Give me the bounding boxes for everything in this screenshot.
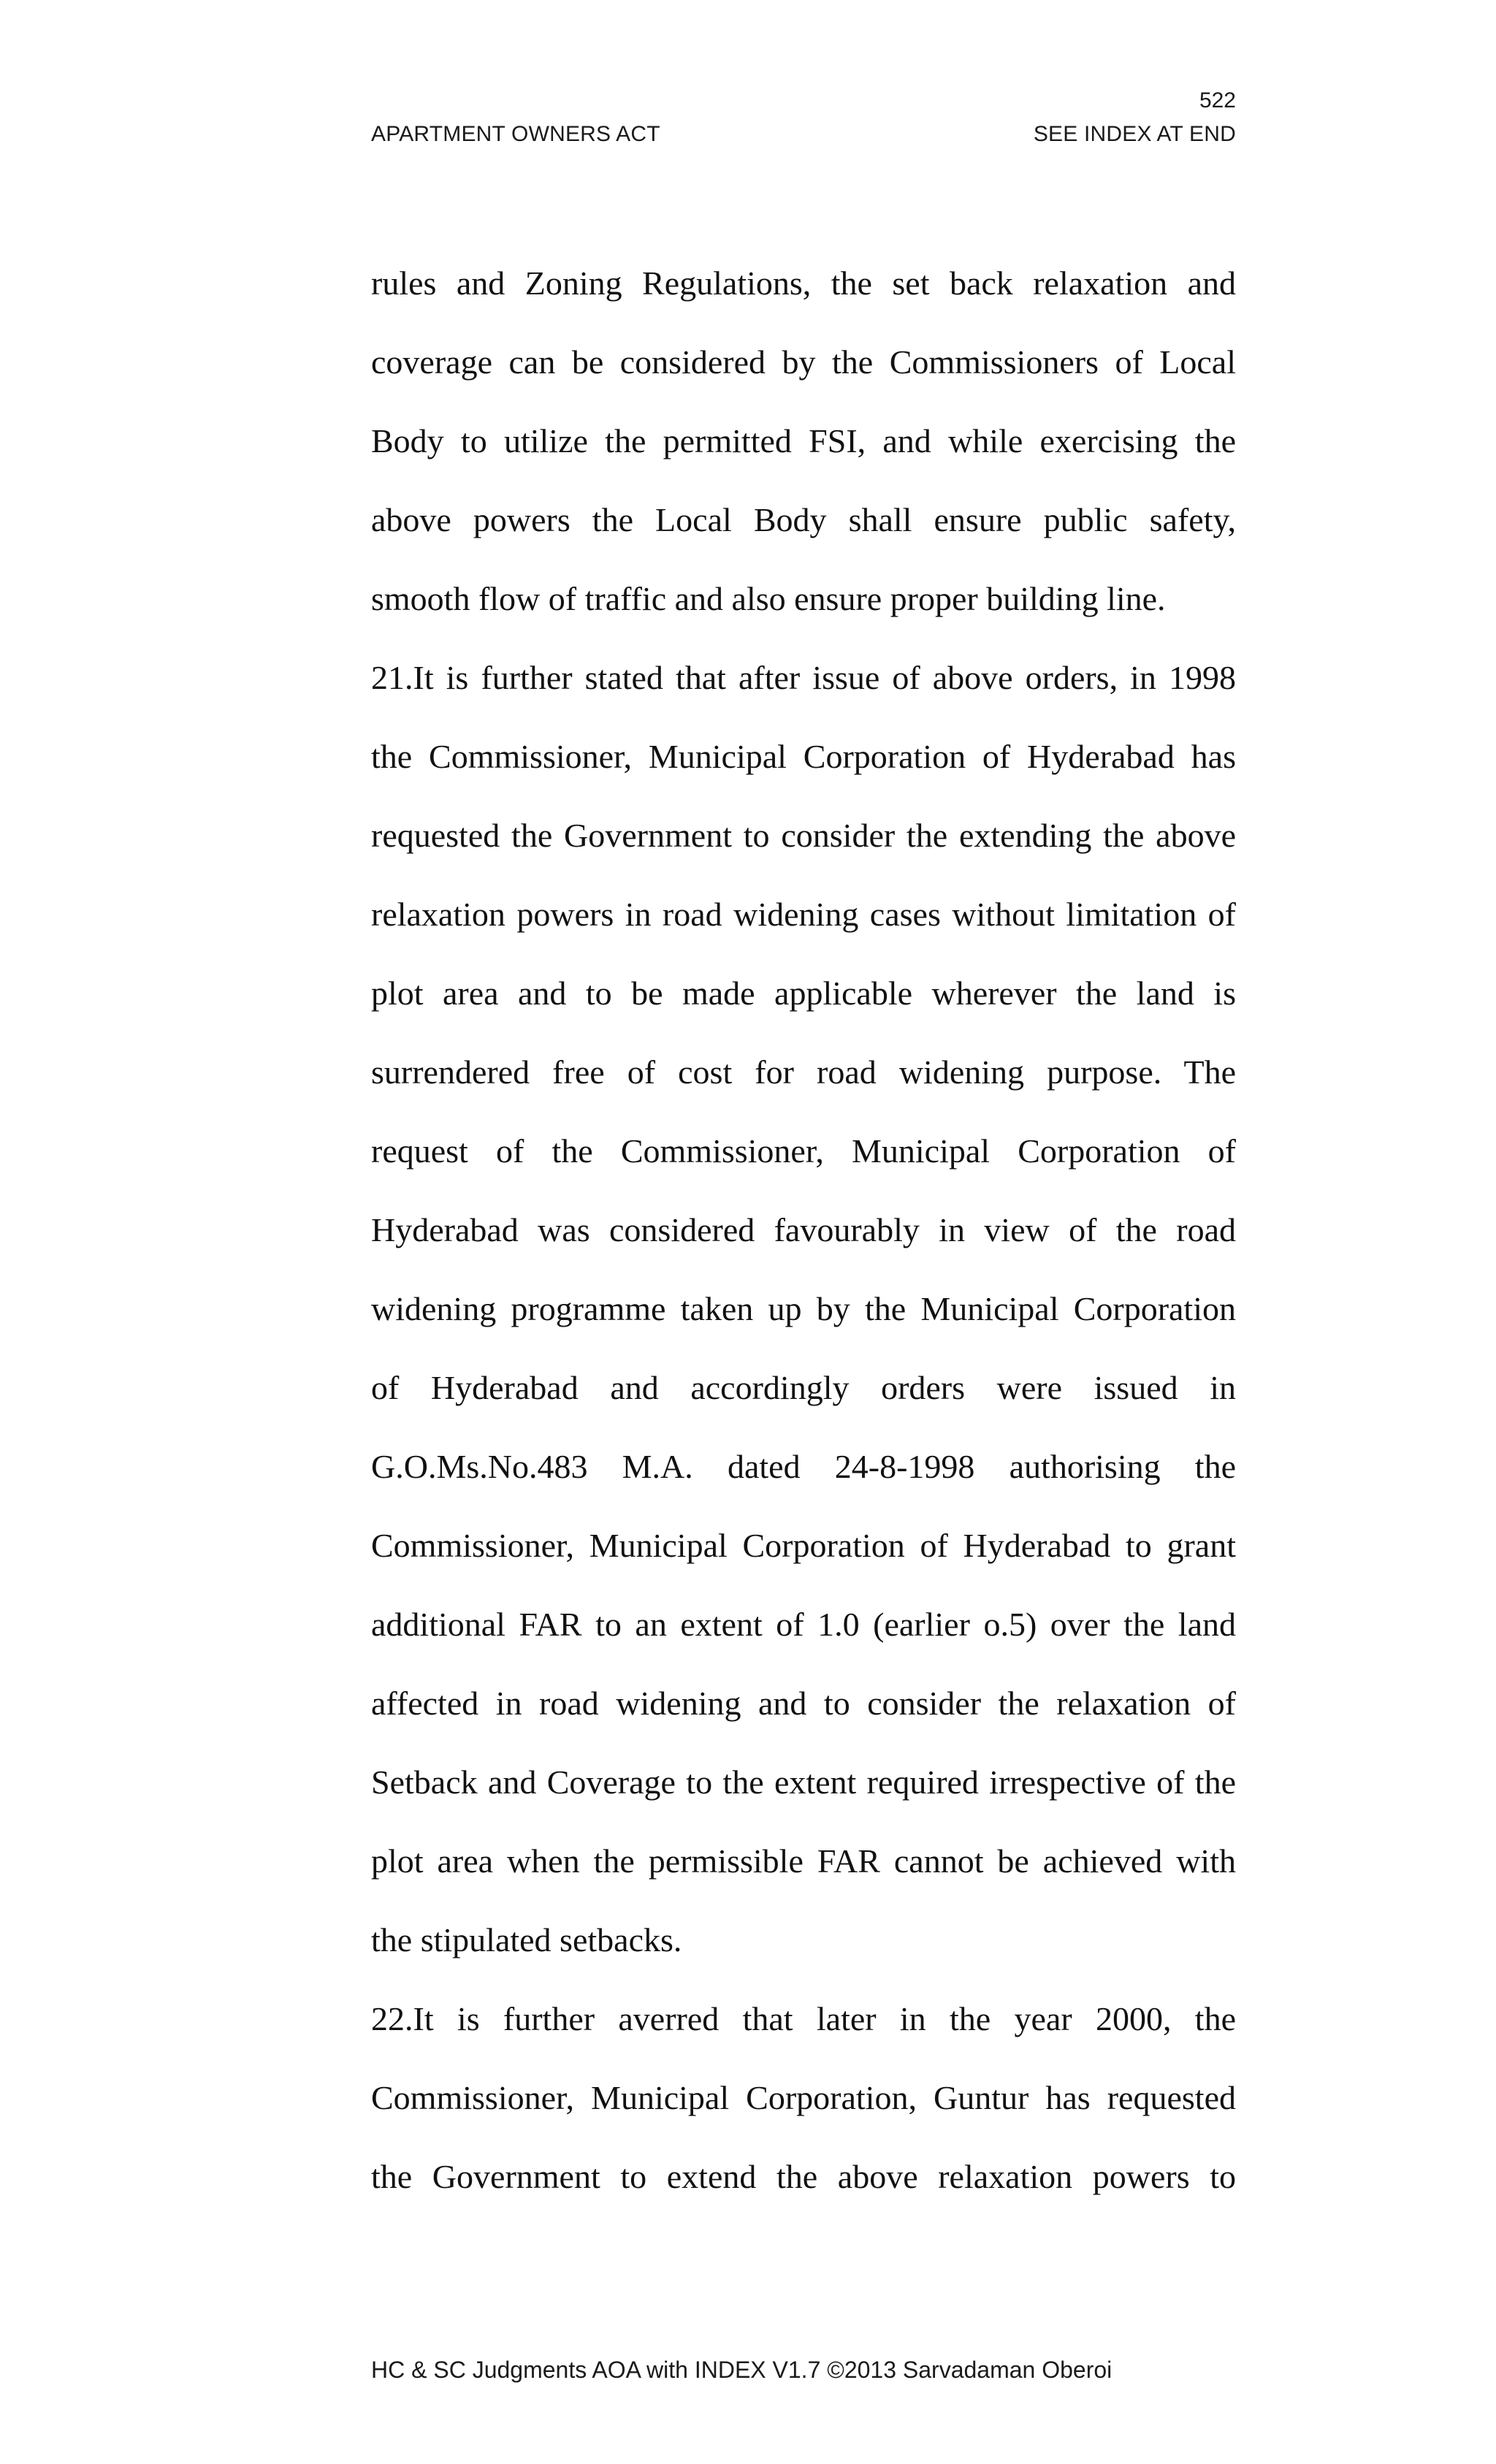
body-line: 22.It is further averred that later in the year 2000, the bbox=[371, 2000, 1236, 2037]
body-line: plot area and to be made applicable wherever the land is bbox=[371, 974, 1236, 1012]
body-line: plot area when the permissible FAR cannot be achieved with bbox=[371, 1842, 1236, 1880]
body-line: above powers the Local Body shall ensure public safety, bbox=[371, 501, 1236, 538]
body-line: Setback and Coverage to the extent required irrespective of the bbox=[371, 1763, 1236, 1801]
body-line: G.O.Ms.No.483 M.A. dated 24-8-1998 authorising the bbox=[371, 1448, 1236, 1485]
body-line: rules and Zoning Regulations, the set back relaxation and bbox=[371, 264, 1236, 302]
running-header bbox=[371, 121, 1236, 148]
body-line: coverage can be considered by the Commissioners of Local bbox=[371, 343, 1236, 381]
body-line: surrendered free of cost for road widening purpose. The bbox=[371, 1053, 1236, 1091]
body-line: of Hyderabad and accordingly orders were issued in bbox=[371, 1369, 1236, 1406]
body-line: requested the Government to consider the extending the above bbox=[371, 817, 1236, 854]
page-number: 522 bbox=[1199, 88, 1236, 112]
body-line: Commissioner, Municipal Corporation of Hyderabad to grant bbox=[371, 1527, 1236, 1564]
body-line: the Commissioner, Municipal Corporation of Hyderabad has bbox=[371, 738, 1236, 775]
body-line: affected in road widening and to consider the relaxation of bbox=[371, 1685, 1236, 1722]
page-footer: HC & SC Judgments AOA with INDEX V1.7 ©2013 Sarvadaman Oberoi bbox=[371, 2357, 1113, 2383]
body-line: smooth flow of traffic and also ensure proper building line. bbox=[371, 580, 1166, 617]
body-line: request of the Commissioner, Municipal Corporation of bbox=[371, 1132, 1236, 1170]
body-line: 21.It is further stated that after issue of above orders, in 1998 bbox=[371, 659, 1236, 696]
header-index-note: SEE INDEX AT END bbox=[1033, 122, 1236, 146]
body-line: the stipulated setbacks. bbox=[371, 1921, 682, 1958]
header-title: APARTMENT OWNERS ACT bbox=[371, 122, 660, 146]
body-line: relaxation powers in road widening cases without limitation of bbox=[371, 896, 1236, 933]
body-line: Body to utilize the permitted FSI, and while exercising the bbox=[371, 422, 1236, 459]
body-line: Commissioner, Municipal Corporation, Guntur has requested bbox=[371, 2079, 1236, 2116]
body-text bbox=[371, 263, 1236, 2235]
body-line: Hyderabad was considered favourably in view of the road bbox=[371, 1211, 1236, 1248]
body-line: additional FAR to an extent of 1.0 (earlier o.5) over the land bbox=[371, 1606, 1236, 1643]
body-line: widening programme taken up by the Municipal Corporation bbox=[371, 1290, 1236, 1327]
body-line: the Government to extend the above relaxation powers to bbox=[371, 2158, 1236, 2195]
